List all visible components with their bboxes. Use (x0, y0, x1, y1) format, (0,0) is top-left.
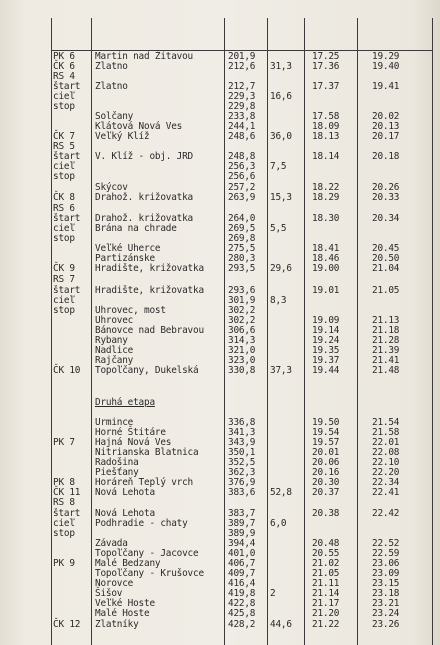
table-cell-checkpoint: štart (53, 285, 81, 296)
table-cell-time-first: 18.46 (312, 253, 340, 264)
table-cell-km: 306,6 (228, 325, 256, 336)
table-cell-time-first: 17.25 (312, 51, 340, 62)
table-cell-time-first: 17.37 (312, 81, 340, 92)
table-cell-time-first: 19.54 (312, 427, 340, 438)
table-cell-location: Uhrovec, most (95, 305, 166, 316)
table-cell-time-first: 21.20 (312, 608, 340, 619)
table-cell-time-last: 23.09 (372, 568, 400, 579)
table-cell-time-first: 20.55 (312, 548, 340, 559)
table-cell-km: 302,2 (228, 305, 256, 316)
table-cell-location: Urmince (95, 417, 134, 428)
table-cell-location: Druhá etapa (95, 397, 155, 408)
table-cell-checkpoint: ČK 9 (53, 263, 75, 274)
table-cell-time-last: 20.45 (372, 243, 400, 254)
table-cell-time-last: 22.42 (372, 508, 400, 519)
table-cell-location: Hajná Nová Ves (95, 437, 172, 448)
table-cell-time-first: 19.24 (312, 335, 340, 346)
table-cell-km: 302,2 (228, 315, 256, 326)
table-cell-km: 263,9 (228, 192, 256, 203)
table-cell-km: 428,2 (228, 619, 256, 630)
table-cell-location: Topoľčany - Jacovce (95, 548, 199, 559)
table-cell-time-last: 20.18 (372, 151, 400, 162)
table-cell-checkpoint: ČK 7 (53, 131, 75, 142)
table-cell-time-last: 19.29 (372, 51, 400, 62)
table-cell-location: Drahož. križovatka (95, 192, 193, 203)
table-cell-location: Drahož. križovatka (95, 213, 193, 224)
table-cell-location: Norovce (95, 578, 134, 589)
table-cell-checkpoint: stop (53, 101, 75, 112)
table-cell-checkpoint: stop (53, 233, 75, 244)
table-cell-time-last: 23.06 (372, 558, 400, 569)
table-cell-km: 275,5 (228, 243, 256, 254)
table-cell-checkpoint: PK 6 (53, 51, 75, 62)
table-cell-location: Nitrianska Blatnica (95, 447, 199, 458)
table-cell-distance: 2 (270, 588, 276, 599)
table-cell-time-first: 19.50 (312, 417, 340, 428)
table-cell-location: Rajčany (95, 355, 134, 366)
table-cell-location: Solčany (95, 111, 134, 122)
table-cell-location: Šišov (95, 588, 123, 599)
table-cell-time-first: 18.29 (312, 192, 340, 203)
table-cell-time-first: 20.30 (312, 477, 340, 488)
table-cell-checkpoint: štart (53, 81, 81, 92)
table-cell-time-last: 21.39 (372, 345, 400, 356)
table-cell-time-first: 21.22 (312, 619, 340, 630)
table-cell-location: Malé Bedzany (95, 558, 161, 569)
table-cell-checkpoint: RS 6 (53, 203, 75, 214)
table-cell-distance: 8,3 (270, 295, 287, 306)
table-cell-time-first: 19.35 (312, 345, 340, 356)
table-cell-distance: 6,0 (270, 518, 287, 529)
table-cell-distance: 15,3 (270, 192, 292, 203)
table-cell-time-last: 22.59 (372, 548, 400, 559)
table-cell-distance: 16,6 (270, 91, 292, 102)
table-cell-checkpoint: RS 4 (53, 71, 75, 82)
table-cell-time-first: 20.16 (312, 467, 340, 478)
table-cell-time-first: 21.11 (312, 578, 340, 589)
table-cell-km: 256,6 (228, 171, 256, 182)
table-cell-checkpoint: PK 9 (53, 558, 75, 569)
table-cell-location: Radošina (95, 457, 139, 468)
table-cell-time-last: 21.18 (372, 325, 400, 336)
table-cell-km: 376,9 (228, 477, 256, 488)
table-cell-checkpoint: ČK 11 (53, 487, 81, 498)
table-cell-location: Horné Štitáre (95, 427, 166, 438)
table-cell-location: Rybany (95, 335, 128, 346)
table-cell-km: 389,7 (228, 518, 256, 529)
table-cell-location: Klátová Nová Ves (95, 121, 183, 132)
table-cell-km: 314,3 (228, 335, 256, 346)
table-cell-time-last: 21.13 (372, 315, 400, 326)
table-cell-time-last: 20.50 (372, 253, 400, 264)
table-cell-km: 229,3 (228, 91, 256, 102)
table-cell-km: 301,9 (228, 295, 256, 306)
table-cell-location: Podhradie - chaty (95, 518, 188, 529)
table-cell-time-first: 19.00 (312, 263, 340, 274)
table-cell-time-first: 20.37 (312, 487, 340, 498)
table-cell-location: Skýcov (95, 182, 128, 193)
table-cell-time-first: 18.14 (312, 151, 340, 162)
table-cell-km: 201,9 (228, 51, 256, 62)
table-cell-time-first: 19.09 (312, 315, 340, 326)
table-cell-time-first: 21.17 (312, 598, 340, 609)
table-cell-location: Horáreň Teplý vrch (95, 477, 193, 488)
table-cell-checkpoint: PK 8 (53, 477, 75, 488)
table-cell-time-first: 18.13 (312, 131, 340, 142)
table-cell-distance: 37,3 (270, 365, 292, 376)
table-cell-checkpoint: RS 5 (53, 141, 75, 152)
table-cell-km: 383,7 (228, 508, 256, 519)
table-cell-km: 321,0 (228, 345, 256, 356)
table-cell-time-first: 19.44 (312, 365, 340, 376)
table-cell-km: 248,8 (228, 151, 256, 162)
table-cell-time-last: 22.52 (372, 538, 400, 549)
table-cell-distance: 29,6 (270, 263, 292, 274)
table-cell-km: 248,6 (228, 131, 256, 142)
table-cell-location: Malé Hoste (95, 608, 150, 619)
table-cell-time-first: 20.48 (312, 538, 340, 549)
table-cell-time-first: 17.58 (312, 111, 340, 122)
table-cell-checkpoint: cieľ (53, 223, 75, 234)
table-cell-time-last: 22.01 (372, 437, 400, 448)
table-cell-km: 362,3 (228, 467, 256, 478)
table-cell-distance: 7,5 (270, 161, 287, 172)
table-cell-distance: 31,3 (270, 61, 292, 72)
table-cell-km: 352,5 (228, 457, 256, 468)
table-cell-km: 422,8 (228, 598, 256, 609)
table-cell-checkpoint: RS 7 (53, 274, 75, 285)
table-cell-km: 293,5 (228, 263, 256, 274)
table-cell-time-last: 22.34 (372, 477, 400, 488)
table-cell-location: Partizánske (95, 253, 155, 264)
table-cell-time-last: 23.26 (372, 619, 400, 630)
table-cell-km: 341,3 (228, 427, 256, 438)
table-cell-time-last: 21.58 (372, 427, 400, 438)
table-cell-time-first: 18.30 (312, 213, 340, 224)
table-cell-km: 401,0 (228, 548, 256, 559)
table-cell-time-first: 19.37 (312, 355, 340, 366)
table-cell-km: 293,6 (228, 285, 256, 296)
table-cell-checkpoint: cieľ (53, 295, 75, 306)
table-cell-time-first: 17.36 (312, 61, 340, 72)
table-cell-location: Hradište, križovatka (95, 285, 204, 296)
table-cell-km: 264,0 (228, 213, 256, 224)
table-cell-km: 212,6 (228, 61, 256, 72)
table-cell-time-last: 20.26 (372, 182, 400, 193)
table-cell-checkpoint: cieľ (53, 161, 75, 172)
table-cell-km: 336,8 (228, 417, 256, 428)
table-cell-checkpoint: štart (53, 213, 81, 224)
table-cell-time-last: 21.05 (372, 285, 400, 296)
table-cell-km: 269,5 (228, 223, 256, 234)
table-cell-time-last: 20.17 (372, 131, 400, 142)
table-cell-km: 280,3 (228, 253, 256, 264)
table-cell-time-last: 21.48 (372, 365, 400, 376)
table-cell-km: 244,1 (228, 121, 256, 132)
table-cell-checkpoint: cieľ (53, 518, 75, 529)
table-cell-location: Hradište, križovatka (95, 263, 204, 274)
table-cell-checkpoint: stop (53, 528, 75, 539)
table-cell-time-last: 23.18 (372, 588, 400, 599)
table-cell-time-first: 21.14 (312, 588, 340, 599)
table-cell-time-first: 20.06 (312, 457, 340, 468)
table-cell-km: 409,7 (228, 568, 256, 579)
table-cell-distance: 52,8 (270, 487, 292, 498)
table-cell-km: 350,1 (228, 447, 256, 458)
table-cell-time-first: 19.01 (312, 285, 340, 296)
table-cell-time-first: 21.05 (312, 568, 340, 579)
table-cell-time-last: 20.34 (372, 213, 400, 224)
table-cell-time-last: 19.40 (372, 61, 400, 72)
table-cell-time-last: 22.41 (372, 487, 400, 498)
table-cell-distance: 5,5 (270, 223, 287, 234)
table-cell-time-first: 18.41 (312, 243, 340, 254)
table-cell-checkpoint: ČK 8 (53, 192, 75, 203)
table-cell-time-last: 20.13 (372, 121, 400, 132)
table-cell-time-last: 21.28 (372, 335, 400, 346)
table-cell-km: 233,8 (228, 111, 256, 122)
table-cell-time-last: 22.08 (372, 447, 400, 458)
table-cell-km: 212,7 (228, 81, 256, 92)
table-cell-checkpoint: RS 8 (53, 497, 75, 508)
table-cell-location: Zlatníky (95, 619, 139, 630)
table-cell-time-last: 22.20 (372, 467, 400, 478)
table-cell-time-first: 19.14 (312, 325, 340, 336)
table-cell-km: 416,4 (228, 578, 256, 589)
table-cell-time-last: 23.24 (372, 608, 400, 619)
table-cell-location: Topoľčany - Krušovce (95, 568, 204, 579)
table-cell-checkpoint: ČK 6 (53, 61, 75, 72)
table-cell-location: V. Klíž - obj. JRD (95, 151, 193, 162)
table-cell-location: Uhrovec (95, 315, 134, 326)
table-cell-time-last: 23.15 (372, 578, 400, 589)
table-cell-time-first: 19.57 (312, 437, 340, 448)
table-cell-checkpoint: stop (53, 171, 75, 182)
table-cell-km: 425,8 (228, 608, 256, 619)
table-cell-location: Piešťany (95, 467, 139, 478)
table-cell-time-last: 20.02 (372, 111, 400, 122)
table-cell-distance: 44,6 (270, 619, 292, 630)
table-cell-km: 406,7 (228, 558, 256, 569)
table-cell-location: Veľké Uherce (95, 243, 161, 254)
table-cell-km: 394,4 (228, 538, 256, 549)
table-cell-km: 269,8 (228, 233, 256, 244)
table-cell-time-last: 21.41 (372, 355, 400, 366)
table-cell-time-first: 18.09 (312, 121, 340, 132)
table-cell-time-first: 21.02 (312, 558, 340, 569)
table-cell-time-last: 23.21 (372, 598, 400, 609)
table-cell-km: 323,0 (228, 355, 256, 366)
table-cell-checkpoint: PK 7 (53, 437, 75, 448)
table-cell-location: Zlatno (95, 81, 128, 92)
table-cell-checkpoint: štart (53, 151, 81, 162)
table-cell-location: Závada (95, 538, 128, 549)
table-cell-km: 419,8 (228, 588, 256, 599)
table-cell-location: Brána na chrade (95, 223, 177, 234)
table-cell-distance: 36,0 (270, 131, 292, 142)
table-cell-location: Topoľčany, Dukelská (95, 365, 199, 376)
table-cell-location: Martin nad Žitavou (95, 51, 193, 62)
table-cell-time-last: 21.54 (372, 417, 400, 428)
table-cell-km: 343,9 (228, 437, 256, 448)
table-cell-km: 330,8 (228, 365, 256, 376)
table-cell-location: Nadlice (95, 345, 134, 356)
table-cell-checkpoint: ČK 12 (53, 619, 81, 630)
table-cell-location: Nová Lehota (95, 487, 155, 498)
table-cell-checkpoint: cieľ (53, 91, 75, 102)
table-cell-checkpoint: stop (53, 305, 75, 316)
table-cell-location: Veľký Klíž (95, 131, 150, 142)
table-cell-time-first: 20.38 (312, 508, 340, 519)
table-cell-time-first: 20.01 (312, 447, 340, 458)
table-cell-time-last: 22.10 (372, 457, 400, 468)
table-cell-km: 256,3 (228, 161, 256, 172)
table-cell-time-last: 19.41 (372, 81, 400, 92)
table-cell-km: 383,6 (228, 487, 256, 498)
table-cell-checkpoint: štart (53, 508, 81, 519)
table-cell-location: Nová Lehota (95, 508, 155, 519)
table-cell-km: 257,2 (228, 182, 256, 193)
table-cell-time-last: 20.33 (372, 192, 400, 203)
table-cell-time-first: 18.22 (312, 182, 340, 193)
table-cell-location: Zlatno (95, 61, 128, 72)
table-cell-checkpoint: ČK 10 (53, 365, 81, 376)
table-cell-km: 229,8 (228, 101, 256, 112)
table-cell-time-last: 21.04 (372, 263, 400, 274)
table-cell-km: 389,9 (228, 528, 256, 539)
table-cell-location: Bánovce nad Bebravou (95, 325, 204, 336)
table-cell-location: Veľké Hoste (95, 598, 155, 609)
